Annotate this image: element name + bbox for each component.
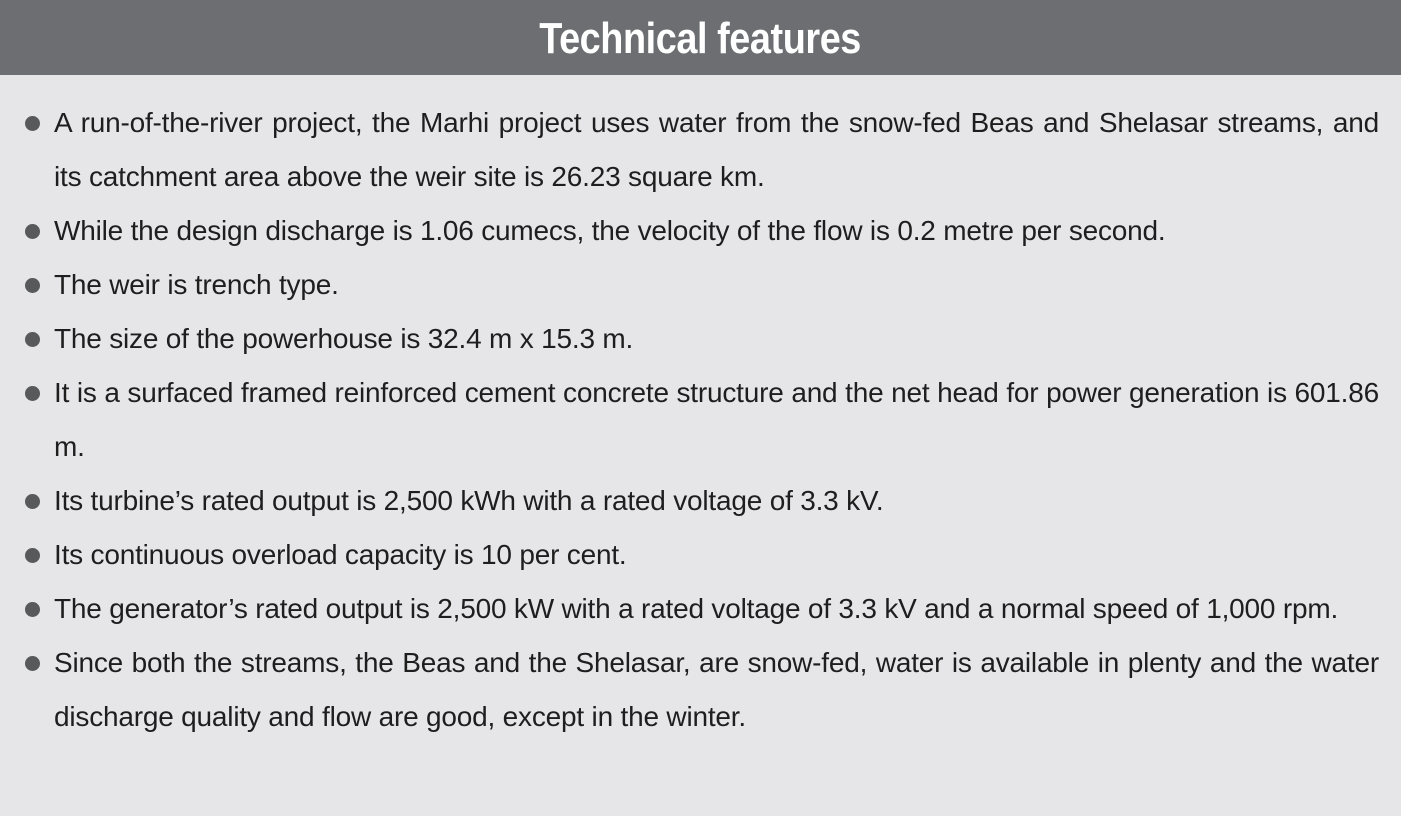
list-item-text: The weir is trench type. (54, 269, 339, 300)
feature-list (0, 96, 1401, 744)
list-item (0, 204, 1401, 258)
list-item (0, 96, 1401, 204)
list-item (0, 258, 1401, 312)
bullet-icon (25, 656, 40, 671)
bullet-icon (25, 386, 40, 401)
list-item (0, 474, 1401, 528)
bullet-icon (25, 332, 40, 347)
list-item (0, 636, 1401, 744)
list-item-text: While the design discharge is 1.06 cumecs, the velocity of the flow is 0.2 metre per second. (54, 215, 1166, 246)
list-item-text: Its turbine’s rated output is 2,500 kWh with a rated voltage of 3.3 kV. (54, 485, 884, 516)
panel-title: Technical features (539, 13, 862, 63)
list-item (0, 528, 1401, 582)
bullet-icon (25, 548, 40, 563)
bullet-icon (25, 602, 40, 617)
list-item-text: The size of the powerhouse is 32.4 m x 15.3 m. (54, 323, 634, 354)
panel-header (0, 0, 1401, 75)
list-item-text: Its continuous overload capacity is 10 per cent. (54, 539, 627, 570)
list-item (0, 582, 1401, 636)
bullet-icon (25, 116, 40, 131)
bullet-icon (25, 224, 40, 239)
list-item-text: It is a surfaced framed reinforced cement concrete structure and the net head for power generation is 601.86 m. (54, 377, 1379, 462)
bullet-icon (25, 278, 40, 293)
list-item-text: Since both the streams, the Beas and the Shelasar, are snow-fed, water is available in plenty and the water discharge quality and flow are good, except in the winter. (54, 647, 1379, 732)
list-item-text: A run-of-the-river project, the Marhi project uses water from the snow-fed Beas and Shelasar streams, and its catchment area above the weir site is 26.23 square km. (54, 107, 1379, 192)
list-item (0, 312, 1401, 366)
bullet-icon (25, 494, 40, 509)
list-item-text: The generator’s rated output is 2,500 kW with a rated voltage of 3.3 kV and a normal speed of 1,000 rpm. (54, 593, 1339, 624)
list-item (0, 366, 1401, 474)
